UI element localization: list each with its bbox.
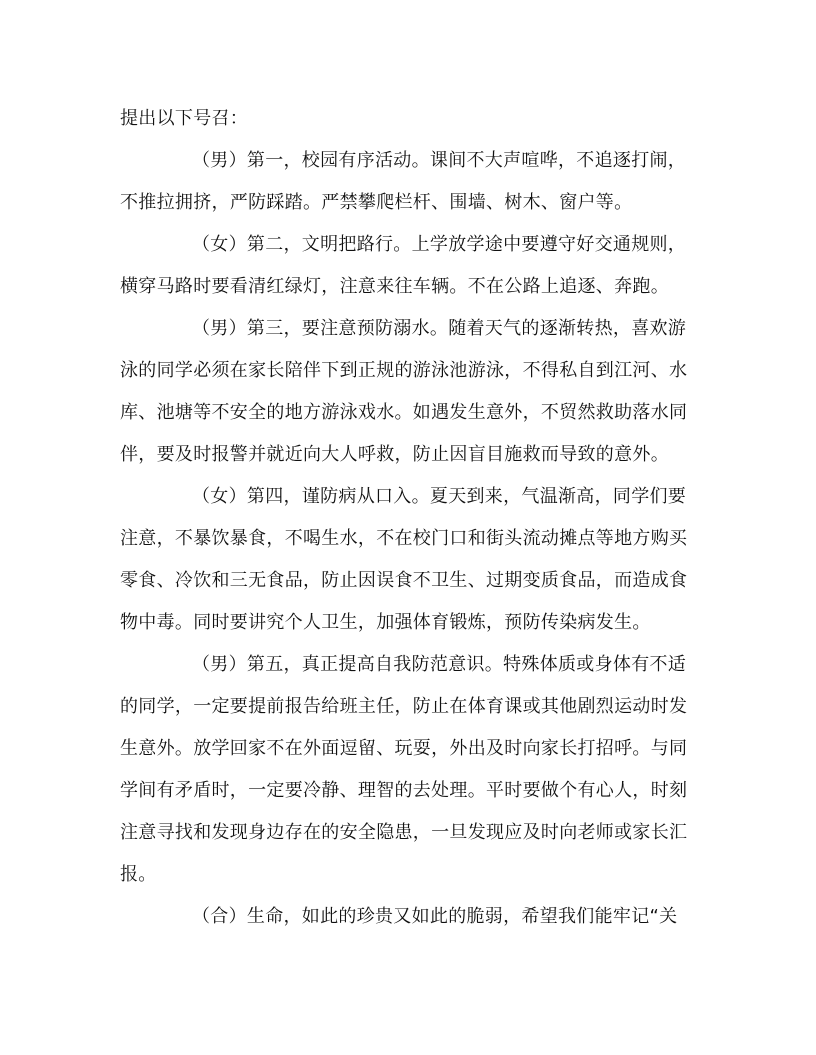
paragraph-first-line: （合）生命，如此的珍贵又如此的脆弱，希望我们能牢记“关: [192, 906, 678, 927]
text-line: 的同学，一定要提前报告给班主任，防止在体育课或其他剧烈运动时发: [120, 696, 688, 717]
text-line: 零食、冷饮和三无食品，防止因误食不卫生、过期变质食品，而造成食: [120, 570, 688, 591]
text-line: 物中毒。同时要讲究个人卫生，加强体育锻炼，预防传染病发生。: [120, 612, 651, 633]
text-line: 泳的同学必须在家长陪伴下到正规的游泳池游泳，不得私自到江河、水: [120, 360, 688, 381]
text-line: 报。: [120, 864, 157, 885]
text-line: 库、池塘等不安全的地方游泳戏水。如遇发生意外，不贸然救助落水同: [120, 402, 688, 423]
text-line: 提出以下号召：: [120, 108, 249, 129]
text-line: 注意寻找和发现身边存在的安全隐患，一旦发现应及时向老师或家长汇: [120, 822, 688, 843]
paragraph-first-line: （男）第一，校园有序活动。课间不大声喧哗，不追逐打闹，: [192, 150, 687, 171]
text-line: 横穿马路时要看清红绿灯，注意来往车辆。不在公路上追逐、奔跑。: [120, 276, 669, 297]
paragraph-first-line: （男）第三，要注意预防溺水。随着天气的逐渐转热，喜欢游: [192, 318, 687, 339]
text-line: 生意外。放学回家不在外面逗留、玩耍，外出及时向家长打招呼。与同: [120, 738, 688, 759]
text-line: 注意，不暴饮暴食，不喝生水，不在校门口和街头流动摊点等地方购买: [120, 528, 688, 549]
text-line: 学间有矛盾时，一定要冷静、理智的去处理。平时要做个有心人，时刻: [120, 780, 688, 801]
paragraph-first-line: （女）第四，谨防病从口入。夏天到来，气温渐高，同学们要: [192, 486, 687, 507]
text-line: 伴，要及时报警并就近向大人呼救，防止因盲目施救而导致的意外。: [120, 444, 669, 465]
paragraph-first-line: （男）第五，真正提高自我防范意识。特殊体质或身体有不适: [192, 654, 687, 675]
text-line: 不推拉拥挤，严防踩踏。严禁攀爬栏杆、围墙、树木、窗户等。: [120, 192, 633, 213]
paragraph-first-line: （女）第二，文明把路行。上学放学途中要遵守好交通规则，: [192, 234, 687, 255]
